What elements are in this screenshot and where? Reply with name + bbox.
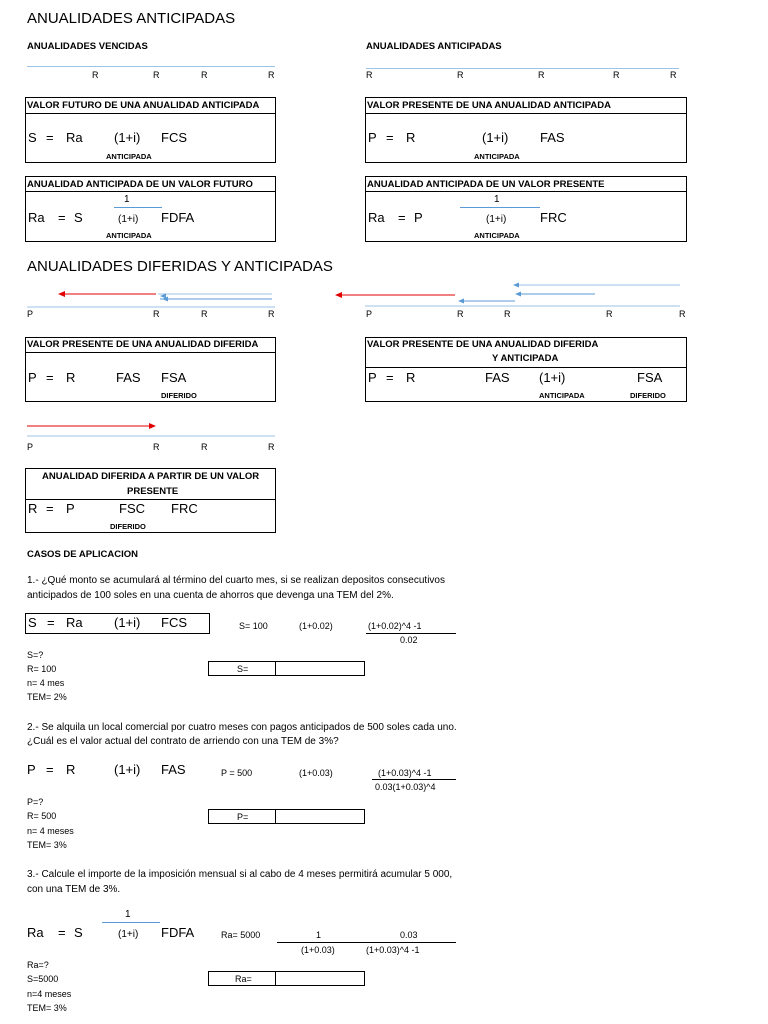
timeline-r: R — [457, 70, 464, 80]
equals: = — [386, 130, 394, 145]
timeline-r: R — [92, 70, 99, 80]
factor-fdfa: FDFA — [161, 210, 195, 225]
arrow-diagram-diferida — [20, 417, 280, 441]
section2-title: ANUALIDADES DIFERIDAS Y ANTICIPADAS — [27, 258, 333, 275]
formula-box-anualidad-diferida — [25, 468, 276, 533]
case1-factor: (1+0.02) — [299, 621, 333, 631]
case2-result-label-cell — [208, 809, 276, 824]
var-ra: Ra — [368, 210, 385, 225]
numerator-one: 1 — [124, 194, 130, 205]
var-p: P — [368, 130, 377, 145]
case2-statement-line1: 2.- Se alquila un local comercial por cuatro meses con pagos anticipados de 500 soles cada uno. — [27, 722, 457, 733]
note-diferido: DIFERIDO — [630, 391, 666, 400]
factor-one-i: (1+i) — [114, 615, 141, 630]
factor-one-i: (1+i) — [539, 370, 566, 385]
var-r: R — [66, 762, 76, 777]
case1-formula-box — [25, 613, 210, 634]
factor-fsa: FSA — [637, 370, 663, 385]
factor-fcs: FCS — [161, 130, 187, 145]
arrow-diagram-left — [20, 283, 280, 313]
var-s: S — [74, 210, 83, 225]
var-p: P — [368, 370, 377, 385]
fraction-bar — [114, 207, 162, 208]
fraction-bar — [460, 207, 540, 208]
box-title: VALOR FUTURO DE UNA ANUALIDAD ANTICIPADA — [27, 100, 260, 111]
note-diferido: DIFERIDO — [110, 522, 146, 531]
equals: = — [398, 210, 406, 225]
box-title: ANUALIDAD ANTICIPADA DE UN VALOR FUTURO — [27, 179, 253, 190]
given-value: n= 4 meses — [27, 826, 74, 836]
case1-result-input[interactable] — [275, 661, 365, 676]
var-r: R — [406, 370, 416, 385]
var-p: P — [27, 762, 36, 777]
case3-statement-line1: 3.- Calcule el importe de la imposición mensual si al cabo de 4 meses permitirá acumular 5 000, — [27, 869, 453, 880]
factor-one-i: (1+i) — [114, 762, 141, 777]
formula-box-fas — [365, 97, 687, 163]
denominator-one-i: (1+i) — [118, 929, 139, 940]
box-title-line2: Y ANTICIPADA — [492, 353, 559, 364]
equals: = — [58, 210, 66, 225]
var-r: R — [406, 130, 416, 145]
case1-statement-line2: anticipados de 100 soles en una cuenta de ahorros que devenga una TEM del 2%. — [27, 590, 394, 601]
equals: = — [46, 762, 54, 777]
anticipadas-label: ANUALIDADES ANTICIPADAS — [366, 41, 502, 52]
case3-statement-line2: con una TEM de 3%. — [27, 884, 121, 895]
timeline-r: R — [670, 70, 677, 80]
timeline-r: R — [201, 309, 208, 319]
note-anticipada: ANTICIPADA — [474, 231, 520, 240]
case3-denominator1: (1+0.03) — [301, 945, 335, 955]
timeline-r: R — [268, 442, 275, 452]
given-value: S=? — [27, 650, 44, 660]
timeline-r: R — [457, 309, 464, 319]
var-r: R — [66, 370, 76, 385]
var-ra: Ra — [28, 210, 45, 225]
numerator-one: 1 — [494, 194, 500, 205]
denominator-one-i: (1+i) — [118, 214, 139, 225]
timeline-r: R — [538, 70, 545, 80]
case1-statement-line1: 1.- ¿Qué monto se acumulará al término del cuarto mes, si se realizan depositos consecutivos — [27, 575, 445, 586]
timeline-p: P — [27, 442, 34, 452]
timeline-r: R — [201, 442, 208, 452]
case1-result-label: S= — [237, 664, 249, 674]
case1-numerator: (1+0.02)^4 -1 — [368, 621, 422, 631]
section1-title: ANUALIDADES ANTICIPADAS — [27, 10, 236, 27]
timeline-r: R — [606, 309, 613, 319]
timeline-anticipadas — [366, 68, 679, 69]
var-ra: Ra — [27, 925, 44, 940]
given-value: Ra=? — [27, 960, 49, 970]
var-ra: Ra — [66, 130, 83, 145]
factor-fdfa: FDFA — [161, 925, 195, 940]
formula-box-diferida-anticipada — [365, 337, 687, 402]
factor-fas: FAS — [540, 130, 565, 145]
given-value: S=5000 — [27, 974, 59, 984]
timeline-r: R — [268, 70, 275, 80]
denominator-one-i: (1+i) — [486, 214, 507, 225]
case1-denominator: 0.02 — [400, 635, 418, 645]
timeline-p: P — [366, 309, 373, 319]
var-p: P — [414, 210, 423, 225]
var-s: S — [28, 615, 37, 630]
given-value: n=4 meses — [27, 989, 72, 999]
note-anticipada: ANTICIPADA — [106, 152, 152, 161]
box-title: VALOR PRESENTE DE UNA ANUALIDAD DIFERIDA — [27, 339, 259, 350]
case3-result-label: Ra= — [235, 974, 252, 984]
case3-result-input[interactable] — [275, 971, 365, 986]
factor-fas: FAS — [485, 370, 510, 385]
case2-numerator: (1+0.03)^4 -1 — [378, 768, 432, 778]
given-value: R= 500 — [27, 811, 57, 821]
box-title: ANUALIDAD ANTICIPADA DE UN VALOR PRESENTE — [367, 179, 605, 190]
numerator-one: 1 — [125, 909, 131, 920]
given-value: R= 100 — [27, 664, 57, 674]
case1-s100: S= 100 — [239, 621, 268, 631]
factor-one-i: (1+i) — [482, 130, 509, 145]
case2-denominator: 0.03(1+0.03)^4 — [375, 782, 436, 792]
factor-fcs: FCS — [161, 615, 187, 630]
given-value: TEM= 3% — [27, 1003, 67, 1013]
note-diferido: DIFERIDO — [161, 391, 197, 400]
note-anticipada: ANTICIPADA — [474, 152, 520, 161]
timeline-r: R — [153, 309, 160, 319]
equals: = — [58, 925, 66, 940]
given-value: TEM= 2% — [27, 692, 67, 702]
box-title-line2: PRESENTE — [127, 486, 179, 497]
var-p: P — [66, 501, 75, 516]
timeline-r: R — [268, 309, 275, 319]
box-title: VALOR PRESENTE DE UNA ANUALIDAD ANTICIPADA — [367, 100, 612, 111]
fraction-bar — [102, 922, 160, 923]
box-title-line1: ANUALIDAD DIFERIDA A PARTIR DE UN VALOR — [42, 471, 260, 482]
given-value: TEM= 3% — [27, 840, 67, 850]
var-ra: Ra — [66, 615, 83, 630]
case3-ra5000: Ra= 5000 — [221, 930, 261, 940]
case2-result-label: P= — [237, 812, 249, 822]
timeline-vencidas — [27, 66, 275, 67]
formula-box-fdfa — [25, 176, 276, 242]
equals: = — [46, 501, 54, 516]
var-s: S — [28, 130, 37, 145]
timeline-p: P — [27, 309, 34, 319]
formula-box-frc — [365, 176, 687, 242]
fraction-bar — [277, 942, 456, 943]
note-anticipada: ANTICIPADA — [106, 231, 152, 240]
box-title-line1: VALOR PRESENTE DE UNA ANUALIDAD DIFERIDA — [367, 339, 599, 350]
var-s: S — [74, 925, 83, 940]
timeline-r: R — [613, 70, 620, 80]
equals: = — [46, 130, 54, 145]
formula-box-diferida — [25, 337, 276, 402]
var-r: R — [28, 501, 38, 516]
case3-numerator2: 0.03 — [400, 930, 418, 940]
timeline-r: R — [504, 309, 511, 319]
case2-statement-line2: ¿Cuál es el valor actual del contrato de arriendo con una TEM de 3%? — [27, 736, 339, 747]
timeline-r: R — [153, 442, 160, 452]
case3-result-label-cell — [208, 971, 276, 986]
fraction-bar — [366, 633, 456, 634]
equals: = — [386, 370, 394, 385]
factor-fsa: FSA — [161, 370, 187, 385]
arrow-diagram-right — [330, 278, 690, 310]
timeline-r: R — [366, 70, 373, 80]
formula-box-fcs — [25, 97, 276, 163]
case2-factor: (1+0.03) — [299, 768, 333, 778]
factor-fas: FAS — [161, 762, 186, 777]
given-value: P=? — [27, 797, 44, 807]
casos-title: CASOS DE APLICACION — [27, 549, 139, 560]
factor-frc: FRC — [540, 210, 567, 225]
case2-p500: P = 500 — [221, 768, 253, 778]
case2-result-input[interactable] — [275, 809, 365, 824]
timeline-r: R — [679, 309, 686, 319]
vencidas-label: ANUALIDADES VENCIDAS — [27, 41, 148, 52]
timeline-r: R — [201, 70, 208, 80]
factor-one-i: (1+i) — [114, 130, 141, 145]
given-value: n= 4 mes — [27, 678, 65, 688]
case3-numerator1: 1 — [316, 930, 322, 940]
var-p: P — [28, 370, 37, 385]
equals: = — [46, 370, 54, 385]
note-anticipada: ANTICIPADA — [539, 391, 585, 400]
case3-denominator2: (1+0.03)^4 -1 — [366, 945, 420, 955]
factor-fas: FAS — [116, 370, 141, 385]
fraction-bar — [372, 779, 456, 780]
timeline-r: R — [153, 70, 160, 80]
factor-frc: FRC — [171, 501, 198, 516]
case1-result-label-cell — [208, 661, 276, 676]
equals: = — [47, 615, 55, 630]
factor-fsc: FSC — [119, 501, 145, 516]
